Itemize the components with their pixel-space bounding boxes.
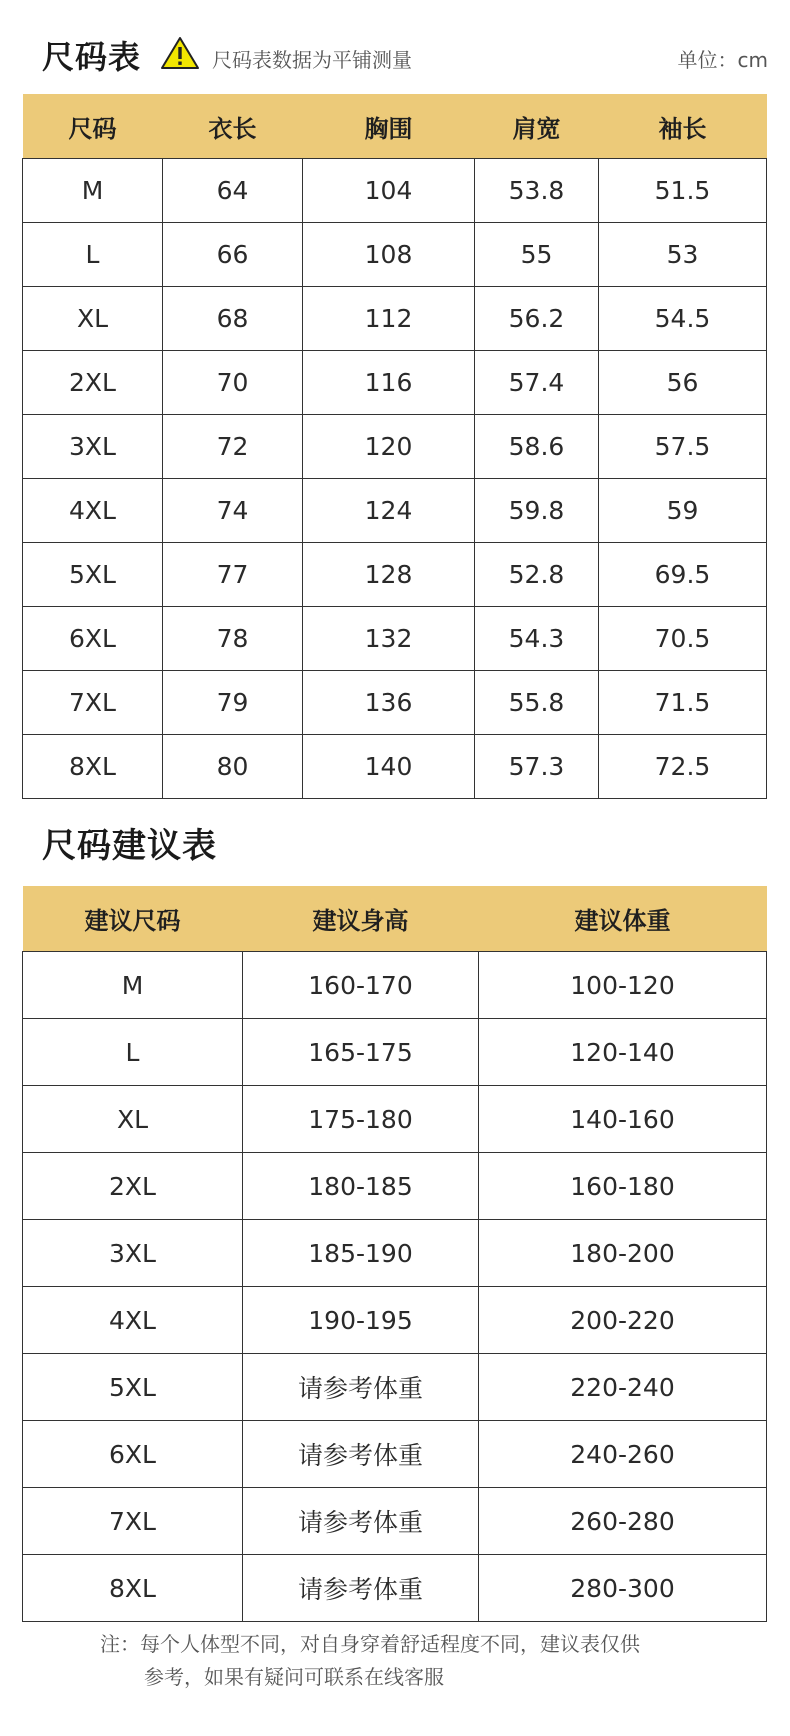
table-cell: 5XL [23,1354,243,1421]
table-cell: L [23,1019,243,1086]
table-cell: 120 [303,415,475,479]
table-cell: M [23,952,243,1019]
size-table-header-row [23,94,767,159]
table-row [23,952,767,1019]
table-cell: 2XL [23,351,163,415]
table-cell: 56 [599,351,767,415]
table-row [23,415,767,479]
table-cell: 7XL [23,1488,243,1555]
table-cell: 8XL [23,735,163,799]
table-row [23,1153,767,1220]
table-cell: 140 [303,735,475,799]
table-row [23,543,767,607]
size-chart-header [42,28,768,78]
table-cell: L [23,223,163,287]
table-row [23,479,767,543]
table-cell: 190-195 [243,1287,479,1354]
table-row [23,287,767,351]
table-cell: 2XL [23,1153,243,1220]
table-cell: 54.3 [475,607,599,671]
header-cell: 建议尺码 [23,886,243,952]
table-cell: 52.8 [475,543,599,607]
table-cell: 260-280 [479,1488,767,1555]
table-cell: 57.3 [475,735,599,799]
table-cell: 128 [303,543,475,607]
table-cell: 51.5 [599,159,767,223]
table-cell: 请参考体重 [243,1421,479,1488]
header-cell: 肩宽 [475,94,599,159]
table-cell: 77 [163,543,303,607]
table-cell: 108 [303,223,475,287]
table-cell: 120-140 [479,1019,767,1086]
table-cell: 160-170 [243,952,479,1019]
table-cell: 8XL [23,1555,243,1622]
table-cell: 80 [163,735,303,799]
table-row [23,1555,767,1622]
header-cell: 尺码 [23,94,163,159]
table-cell: 140-160 [479,1086,767,1153]
table-cell: 5XL [23,543,163,607]
table-cell: 116 [303,351,475,415]
table-cell: 4XL [23,479,163,543]
table-row [23,1287,767,1354]
table-row [23,1421,767,1488]
table-cell: 53 [599,223,767,287]
table-cell: 57.5 [599,415,767,479]
table-cell: 165-175 [243,1019,479,1086]
table-cell: 132 [303,607,475,671]
table-cell: 6XL [23,1421,243,1488]
header-cell: 胸围 [303,94,475,159]
warning-triangle-icon [160,36,200,70]
table-cell: 请参考体重 [243,1555,479,1622]
table-row [23,671,767,735]
size-chart-note: 尺码表数据为平铺测量 [212,48,412,72]
table-cell: 180-185 [243,1153,479,1220]
footnote-line: 参考，如果有疑问可联系在线客服 [144,1665,444,1689]
table-cell: 57.4 [475,351,599,415]
table-row [23,1220,767,1287]
table-cell: 54.5 [599,287,767,351]
table-row [23,607,767,671]
footnote-line: 注：每个人体型不同，对自身穿着舒适程度不同，建议表仅供 [100,1632,640,1656]
table-cell: 124 [303,479,475,543]
header-cell: 袖长 [599,94,767,159]
table-row [23,1086,767,1153]
table-cell: 180-200 [479,1220,767,1287]
header-cell: 建议身高 [243,886,479,952]
table-cell: 55.8 [475,671,599,735]
table-cell: 53.8 [475,159,599,223]
table-cell: 78 [163,607,303,671]
table-cell: 68 [163,287,303,351]
table-cell: M [23,159,163,223]
table-cell: 64 [163,159,303,223]
table-row [23,223,767,287]
table-cell: 3XL [23,1220,243,1287]
table-cell: 7XL [23,671,163,735]
table-cell: 69.5 [599,543,767,607]
table-row [23,159,767,223]
suggest-table-header-row [23,886,767,952]
table-cell: 185-190 [243,1220,479,1287]
table-cell: 请参考体重 [243,1488,479,1555]
table-cell: 6XL [23,607,163,671]
table-cell: 200-220 [479,1287,767,1354]
table-cell: 66 [163,223,303,287]
footnote [100,1628,720,1694]
table-cell: 220-240 [479,1354,767,1421]
table-cell: 112 [303,287,475,351]
unit-label: 单位：cm [677,48,768,72]
table-cell: 56.2 [475,287,599,351]
suggest-table [22,886,767,1622]
size-table [22,94,767,799]
table-cell: 104 [303,159,475,223]
table-row [23,1354,767,1421]
table-cell: 71.5 [599,671,767,735]
table-cell: XL [23,287,163,351]
table-cell: 请参考体重 [243,1354,479,1421]
table-cell: XL [23,1086,243,1153]
table-cell: 72.5 [599,735,767,799]
table-row [23,1019,767,1086]
header-cell: 衣长 [163,94,303,159]
table-cell: 74 [163,479,303,543]
table-cell: 4XL [23,1287,243,1354]
header-cell: 建议体重 [479,886,767,952]
table-cell: 3XL [23,415,163,479]
table-row [23,351,767,415]
table-cell: 160-180 [479,1153,767,1220]
table-cell: 280-300 [479,1555,767,1622]
table-row [23,1488,767,1555]
size-chart-title: 尺码表 [42,38,142,76]
table-cell: 79 [163,671,303,735]
table-cell: 58.6 [475,415,599,479]
table-cell: 240-260 [479,1421,767,1488]
table-cell: 72 [163,415,303,479]
table-row [23,735,767,799]
table-cell: 70 [163,351,303,415]
table-cell: 136 [303,671,475,735]
table-cell: 70.5 [599,607,767,671]
table-cell: 175-180 [243,1086,479,1153]
table-cell: 55 [475,223,599,287]
table-cell: 59 [599,479,767,543]
suggest-chart-title: 尺码建议表 [42,826,217,866]
table-cell: 59.8 [475,479,599,543]
table-cell: 100-120 [479,952,767,1019]
